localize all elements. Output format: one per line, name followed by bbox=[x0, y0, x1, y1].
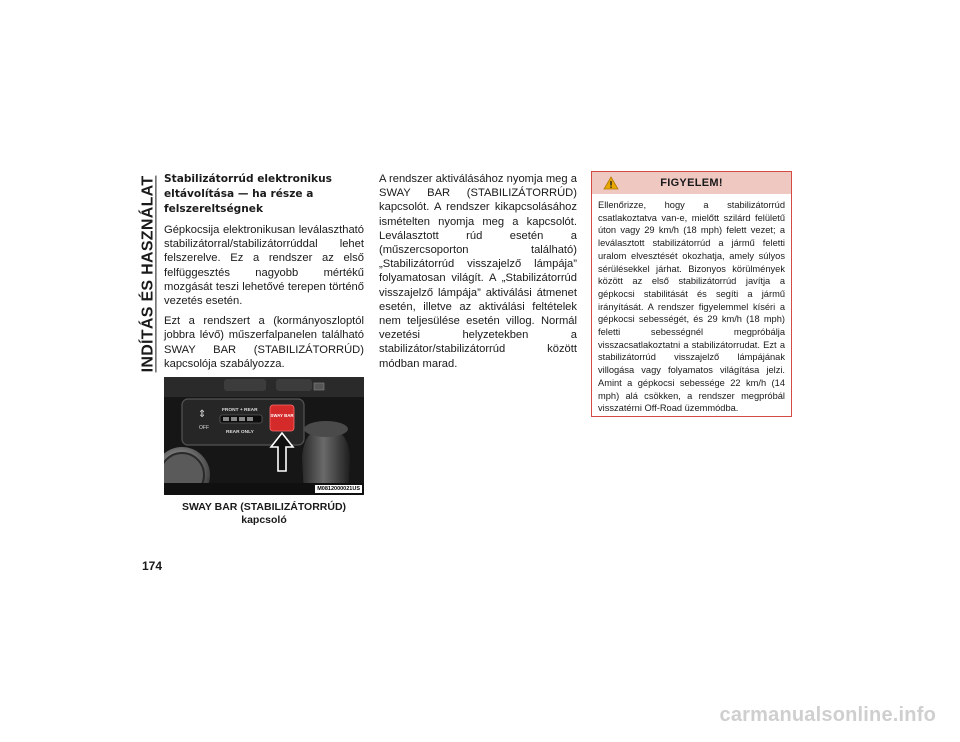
paragraph-intro: Gépkocsija elektronikusan leválasztható stabilizátorral/stabilizátorrúddal lehet felszerelve. Ez a rendszer az első felfüggesztés nagyobb mértékű mozgását teszi lehetővé terepen történő vezetés esetén. bbox=[164, 224, 364, 308]
left-column bbox=[164, 172, 364, 527]
4wd-symbol: ⇕ bbox=[198, 409, 207, 421]
sway-bar-switch-photo bbox=[164, 377, 364, 495]
photo-label-rear-only: REAR ONLY bbox=[226, 430, 254, 436]
dashboard-illustration bbox=[164, 377, 364, 495]
warning-triangle-icon bbox=[603, 176, 619, 190]
page-number: 174 bbox=[142, 559, 163, 573]
warning-box bbox=[591, 171, 792, 417]
middle-column bbox=[379, 172, 577, 377]
photo-label-front-rear: FRONT + REAR bbox=[222, 408, 258, 414]
section-title: Stabilizátorrúd elektronikus eltávolítása — ha része a felszereltségnek bbox=[164, 173, 332, 215]
chapter-title: INDÍTÁS ÉS HASZNÁLAT bbox=[139, 175, 156, 373]
caption-line-2: kapcsoló bbox=[241, 514, 287, 527]
sway-bar-button bbox=[270, 405, 294, 431]
paragraph-activation: A rendszer aktiválásához nyomja meg a SWAY BAR (STABILIZÁTORRÚD) kapcsolót. A rendszer kikapcsolásához ismételten nyomja meg a kapcsolót. Leválasztott rúd esetén a (műszercsoporton található) „Stabilizátorrúd visszajelző lámpája” folyamatosan világít. A „Stabilizátorrúd visszajelző lámpája” aktiválási átmenet esetén, illetve az aktiválási feltételek nem teljesülése esetén villog. Normál vezetési helyzetekben a stabilizátor/stabilizátorrúd között módban marad. bbox=[379, 173, 577, 370]
watermark-footer: carmanualsonline.info bbox=[719, 704, 936, 726]
warning-text: Ellenőrizze, hogy a stabilizátorrúd csatlakoztatva van-e, mielőtt szilárd felületű úton vagy 29 km/h (18 mph) felett vezet; a leválasztott stabilizátorrúd a jármű feletti uralom elvesztését okozhatja, amely súlyos sérülésekkel járhat. Bizonyos körülmények között az első stabilizátorrúd javítja a gépkocsi stabilitását és segíti a jármű irányítását. A rendszer figyelemmel kíséri a gépkocsi sebességét, és 29 km/h (18 mph) feletti sebességnél megpróbálja visszacsatlakoztatni a stabilizátorrudat. Ezt a stabilizátorrúd visszajelző lámpájának villogása vagy folyamatos világítása jelzi. Amint a gépkocsi sebessége 22 km/h (14 mph) alá csökken, a rendszer megpróbál visszatérni Off-Road üzemmódba. bbox=[598, 200, 785, 414]
caption-line-1: SWAY BAR (STABILIZÁTORRÚD) bbox=[181, 501, 347, 514]
paragraph-switch-location: Ezt a rendszert a (kormányoszloptól jobbra lévő) műszerfalpanelen található SWAY BAR (STABILIZÁTORRÚD) kapcsolója szabályozza. bbox=[164, 315, 364, 370]
photo-label-off: OFF bbox=[199, 425, 209, 432]
figure-caption bbox=[164, 501, 364, 527]
warning-header bbox=[592, 172, 791, 194]
warning-title: FIGYELEM! bbox=[660, 177, 723, 189]
chapter-side-tab bbox=[137, 168, 159, 380]
image-reference-code: M0812000021US bbox=[317, 486, 360, 493]
photo-label-sway-bar: SWAY BAR bbox=[270, 413, 294, 419]
